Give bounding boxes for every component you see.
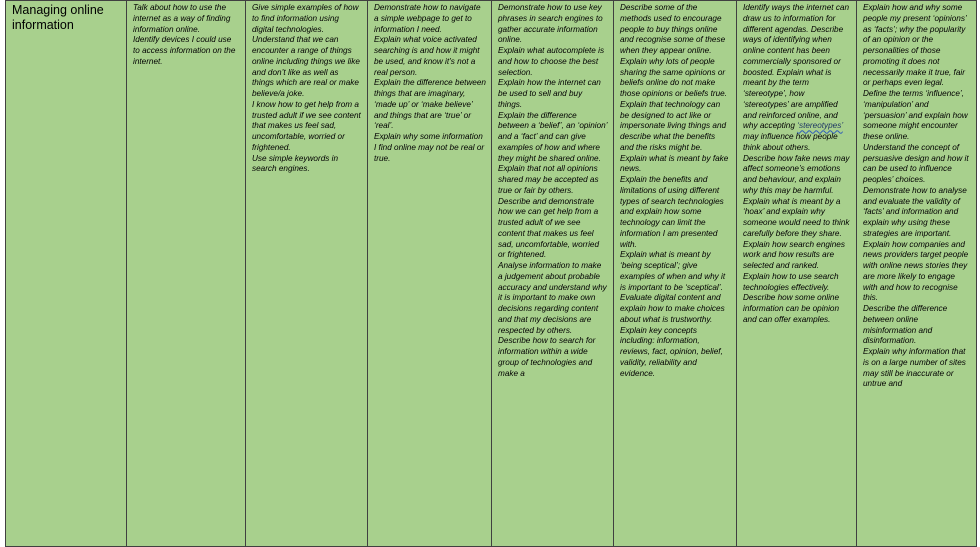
statement: Explain how search engines work and how results are selected and ranked. xyxy=(743,239,845,270)
column-3-cell xyxy=(368,1,492,547)
statement-stereotypes xyxy=(743,3,851,154)
statement: Explain that not all opinions shared may be accepted as true or fair by others. xyxy=(498,164,599,195)
statement: Explain the benefits and limitations of using different types of search technologies and explain how some technology can limit the information I am presented with. xyxy=(620,175,724,249)
column-5-cell xyxy=(614,1,737,547)
managing-online-information-table xyxy=(5,0,977,547)
column-4-cell xyxy=(492,1,614,547)
statement: Explain why some information I find online may not be real or true. xyxy=(374,132,485,163)
statement: Give simple examples of how to find information using digital technologies. xyxy=(252,3,359,34)
statement: Explain the difference between a ‘belief’, an ‘opinion’ and a ‘fact’ and can give examples of how and where they might be shared online. xyxy=(498,110,608,163)
column-2-cell xyxy=(246,1,368,547)
statement: Explain how companies and news providers target people with online news stories they are more likely to engage with and how to recognise this. xyxy=(863,239,969,303)
column-7-cell xyxy=(857,1,977,547)
statement: Evaluate digital content and explain how to make choices about what is trustworthy. xyxy=(620,293,725,324)
statement: Identify devices I could use to access information on the internet. xyxy=(133,35,236,66)
statement: Explain what voice activated searching is and how it might be used, and know it’s not a real person. xyxy=(374,35,480,77)
statement: Explain what is meant by a ‘hoax’ and explain why someone would need to think carefully before they share. xyxy=(743,196,850,238)
statement: Explain the difference between things that are imaginary, ‘made up’ or ‘make believe’ and things that are ‘true’ or ‘real’. xyxy=(374,78,486,131)
statement: Describe and demonstrate how we can get help from a trusted adult of we see content that makes us feel sad, uncomfortable, worried or frightened. xyxy=(498,196,600,260)
statement: Explain that technology can be designed to act like or impersonate living things and describe what the benefits and the risks might be. xyxy=(620,99,727,152)
statement: Describe some of the methods used to encourage people to buy things online and recognise some of these when they appear online. xyxy=(620,3,726,55)
statement: Demonstrate how to navigate a simple webpage to get to information I need. xyxy=(374,3,481,34)
column-1-cell xyxy=(127,1,246,547)
statement: Define the terms ‘influence’, ‘manipulation’ and ‘persuasion’ and explain how someone might encounter these online. xyxy=(863,89,968,141)
column-6-cell xyxy=(737,1,857,547)
statement-stereotypes-start: Identify ways the internet can draw us to information for different agendas. Describe ways of identifying when online content has been commercially sponsored or boosted. Explain what is meant by the term ‘stereotype’, how ‘stereotypes’ are amplified and reinforced online, and why accepting xyxy=(743,3,850,131)
statement: Demonstrate how to analyse and evaluate the validity of ‘facts’ and information and explain why using these strategies are important. xyxy=(863,185,967,238)
statement: Demonstrate how to use key phrases in search engines to gather accurate information online. xyxy=(498,3,603,45)
statement: Explain what is meant by ‘being sceptical’; give examples of when and why it is important to be ‘sceptical’. xyxy=(620,250,726,292)
strand-title: Managing online information xyxy=(12,3,104,32)
statement: Explain why information that is on a large number of sites may still be inaccurate or untrue and xyxy=(863,347,966,389)
statement-stereotypes-end: may influence how people think about others. xyxy=(743,132,838,152)
spellcheck-flagged-word[interactable]: ‘stereotypes’ xyxy=(797,121,843,131)
strand-title-cell xyxy=(6,1,127,547)
statement: Explain how and why some people my present ‘opinions’ as ‘facts’; why the popularity of an opinion or the personalities of those promoting it does not necessarily make it true, fair or perhaps even legal. xyxy=(863,3,967,88)
statement: Talk about how to use the internet as a way of finding information online. xyxy=(133,3,231,34)
statement: Explain key concepts including: information, reviews, fact, opinion, belief, validity, reliability and evidence. xyxy=(620,325,723,378)
statement: Understand the concept of persuasive design and how it can be used to influence peoples’ choices. xyxy=(863,142,969,184)
statement: Analyse information to make a judgement about probable accuracy and understand why it is important to make own decisions regarding content and that my decisions are respected by others. xyxy=(498,261,607,335)
statement: Describe how fake news may affect someone’s emotions and behaviour, and explain why this may be harmful. xyxy=(743,153,850,195)
statement: Explain how to use search technologies effectively. xyxy=(743,271,839,292)
statement: Explain how the internet can be used to sell and buy things. xyxy=(498,78,601,109)
statement: Understand that we can encounter a range of things online including things we like and don’t like as well as things which are real or make believe/a joke. xyxy=(252,35,360,98)
statement: Explain what autocomplete is and how to choose the best selection. xyxy=(498,46,605,77)
statement: Describe how to search for information within a wide group of technologies and make a xyxy=(498,336,596,378)
statement: Describe how some online information can be opinion and can offer examples. xyxy=(743,293,840,324)
statement: Explain what is meant by fake news. xyxy=(620,153,729,174)
statement: Describe the difference between online misinformation and disinformation. xyxy=(863,304,948,346)
table-row xyxy=(6,1,977,547)
statement: I know how to get help from a trusted adult if we see content that makes us feel sad, uncomfortable, worried or frightened. xyxy=(252,99,361,152)
statement: Explain why lots of people sharing the same opinions or beliefs online do not make those opinions or beliefs true. xyxy=(620,56,727,98)
statement: Use simple keywords in search engines. xyxy=(252,153,338,174)
